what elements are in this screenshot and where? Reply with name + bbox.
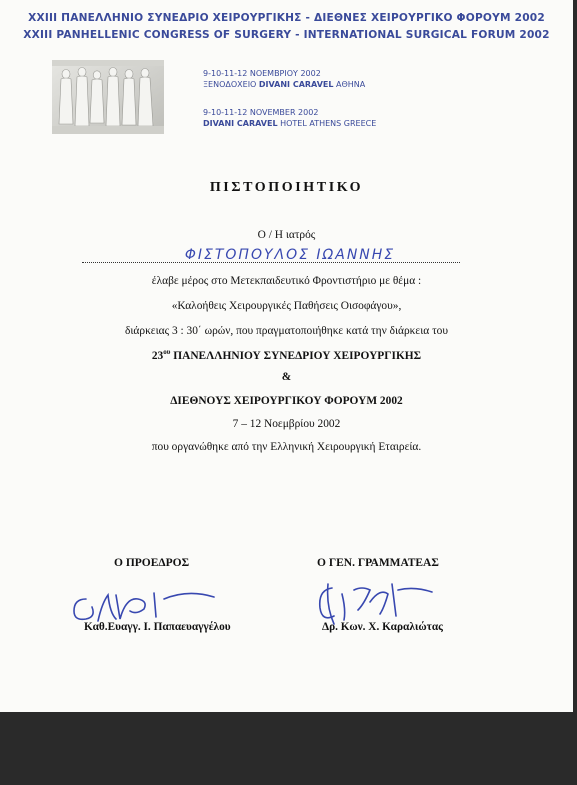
event-dates-greek: 9-10-11-12 ΝΟΕΜΒΡΙΟΥ 2002 xyxy=(203,69,321,78)
forum-line: ΔΙΕΘΝΟΥΣ ΧΕΙΡΟΥΡΓΙΚΟΥ ΦΟΡΟΥΜ 2002 xyxy=(170,395,403,407)
ancient-relief-image xyxy=(52,60,164,134)
congress-line xyxy=(0,348,573,362)
president-name: Καθ.Ευαγγ. Ι. Παπαευαγγέλου xyxy=(84,621,231,633)
event-venue-english xyxy=(203,118,376,129)
header-english-title: XXIII PANHELLENIC CONGRESS OF SURGERY - INTERNATIONAL SURGICAL FORUM 2002 xyxy=(23,29,550,41)
seminar-topic: «Καλοήθεις Χειρουργικές Παθήσεις Οισοφάγου», xyxy=(171,300,402,312)
venue-city-greek: ΑΘΗΝΑ xyxy=(336,80,366,89)
recipient-label: Ο / Η ιατρός xyxy=(257,229,316,241)
venue-name-greek: DIVANI CARAVEL xyxy=(258,80,334,89)
congress-ordinal: ου xyxy=(163,348,171,356)
secretary-name: Δρ. Κων. Χ. Καραλιώτας xyxy=(322,621,443,633)
venue-prefix-greek: ΞΕΝΟΔΟΧΕΙΟ xyxy=(203,80,257,89)
venue-suffix-english: HOTEL ATHENS GREECE xyxy=(280,119,377,128)
event-venue-greek xyxy=(203,79,365,90)
congress-name: ΠΑΝΕΛΛΗΝΙΟΥ ΣΥΝΕΔΡΙΟΥ ΧΕΙΡΟΥΡΓΙΚΗΣ xyxy=(170,350,422,362)
recipient-dotted-line xyxy=(82,262,460,263)
duration-line: διάρκειας 3 : 30΄ ωρών, που πραγματοποιήθηκε κατά την διάρκεια του xyxy=(124,325,448,337)
president-title: Ο ΠΡΟΕΔΡΟΣ xyxy=(114,557,190,569)
certificate-title: ΠΙΣΤΟΠΟΙΗΤΙΚΟ xyxy=(209,180,364,195)
venue-name-english: DIVANI CARAVEL xyxy=(203,119,278,128)
congress-number: 23 xyxy=(151,350,164,362)
participation-line: έλαβε μέρος στο Μετεκπαιδευτικό Φροντιστήριο με θέμα : xyxy=(151,275,422,287)
event-dates-english: 9-10-11-12 NOVEMBER 2002 xyxy=(203,108,319,117)
header-greek-title: XXIII ΠΑΝΕΛΛΗΝΙΟ ΣΥΝΕΔΡΙΟ ΧΕΙΡΟΥΡΓΙΚΗΣ - ΔΙΕΘΝΕΣ ΧΕΙΡΟΥΡΓΙΚΟ ΦΟΡΟΥΜ 2002 xyxy=(28,12,545,24)
ampersand: & xyxy=(281,371,292,383)
event-dates-line: 7 – 12 Νοεμβρίου 2002 xyxy=(232,418,341,430)
secretary-title: Ο ΓΕΝ. ΓΡΑΜΜΑΤΕΑΣ xyxy=(317,557,439,569)
recipient-name-handwritten: ΦΙΣΤΟΠΟΥΛΟΣ ΙΩΑΝΝΗΣ xyxy=(184,247,396,263)
organizer-line: που οργανώθηκε από την Ελληνική Χειρουργική Εταιρεία. xyxy=(151,441,422,453)
